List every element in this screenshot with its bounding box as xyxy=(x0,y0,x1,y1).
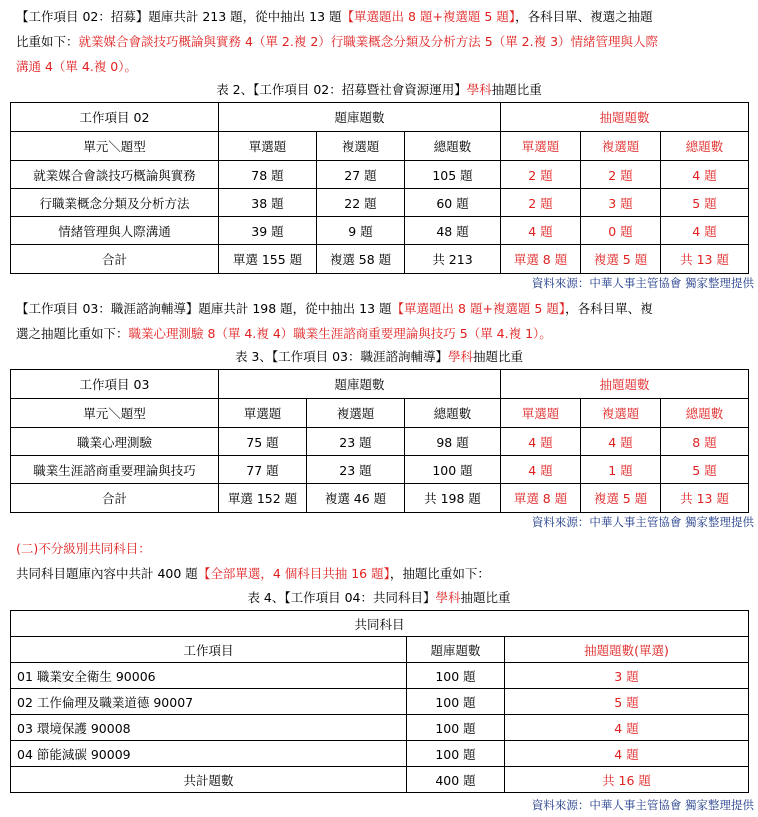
table2-h-item: 工作項目 02 xyxy=(11,103,219,132)
table3 xyxy=(10,369,749,513)
table4-h-common: 共同科目 xyxy=(11,611,749,637)
table2-h-draw-multi: 複選題 xyxy=(581,132,661,161)
section03-line2: 選之抽題比重如下：職業心理測驗 8（單 4.複 4）職業生涯諮商重要理論與技巧 5（單 4.複 1）。 xyxy=(16,326,552,341)
common-heading: (二)不分級別共同科目： xyxy=(16,541,151,556)
table2-h-single: 單選題 xyxy=(219,132,317,161)
table2-source: 資料來源：中華人事主管協會 獨家整理提供 xyxy=(531,276,754,290)
table3-sum-row: 合計 單選 152 題 複選 46 題 共 198 題 單選 8 題 複選 5 題 共 13 題 xyxy=(11,484,749,513)
table3-h-draw: 抽題題數 xyxy=(501,370,749,399)
table4-h-item: 工作項目 xyxy=(11,637,407,663)
table4 xyxy=(10,610,749,793)
section03-paragraph xyxy=(16,296,746,346)
common-line: 共同科目題庫內容中共計 400 題【全部單選，4 個科目共抽 16 題】，抽題比重如下： xyxy=(16,566,490,581)
table3-source: 資料來源：中華人事主管協會 獨家整理提供 xyxy=(531,515,754,529)
table2-h-draw-single: 單選題 xyxy=(501,132,581,161)
table2-h-unit: 單元＼題型 xyxy=(11,132,219,161)
table3-h-item: 工作項目 03 xyxy=(11,370,219,399)
table-row: 03 環境保護 90008 100 題 4 題 xyxy=(11,715,749,741)
table2-h-total: 總題數 xyxy=(405,132,501,161)
table2 xyxy=(10,102,749,274)
table2-caption: 表 2、【工作項目 02：招募暨社會資源運用】學科抽題比重 xyxy=(216,82,542,97)
table4-sum-row: 共計題數 400 題 共 16 題 xyxy=(11,767,749,793)
table-row: 行職業概念分類及分析方法 38 題 22 題 60 題 2 題 3 題 5 題 xyxy=(11,189,749,217)
table-row: 職業生涯諮商重要理論與技巧 77 題 23 題 100 題 4 題 1 題 5 題 xyxy=(11,456,749,484)
table3-h-bank: 題庫題數 xyxy=(219,370,501,399)
table-row: 職業心理測驗 75 題 23 題 98 題 4 題 4 題 8 題 xyxy=(11,428,749,456)
table2-h-bank: 題庫題數 xyxy=(219,103,501,132)
section02-line3: 溝通 4（單 4.複 0）。 xyxy=(16,59,138,74)
table-row: 04 節能減碳 90009 100 題 4 題 xyxy=(11,741,749,767)
table2-h-draw-total: 總題數 xyxy=(661,132,749,161)
table4-h-bank: 題庫題數 xyxy=(407,637,505,663)
common-paragraph xyxy=(16,536,746,586)
table-row: 02 工作倫理及職業道德 90007 100 題 5 題 xyxy=(11,689,749,715)
table3-header-row2: 單元＼題型 單選題 複選題 總題數 單選題 複選題 總題數 xyxy=(11,399,749,428)
table2-h-draw: 抽題題數 xyxy=(501,103,749,132)
section02-line1: 【工作項目 02：招募】題庫共計 213 題，從中抽出 13 題【單選題出 8 題+複選題 5 題】，各科目單、複選之抽題 xyxy=(16,9,653,24)
table2-header-row1 xyxy=(11,103,749,132)
table4-header-row2 xyxy=(11,637,749,663)
section02-paragraph xyxy=(16,4,746,79)
section02-line2: 比重如下：就業媒合會談技巧概論與實務 4（單 2.複 2）行職業概念分類及分析方法 5（單 2.複 3）情緒管理與人際 xyxy=(16,34,659,49)
table2-sum-row: 合計 單選 155 題 複選 58 題 共 213 單選 8 題 複選 5 題 共 13 題 xyxy=(11,245,749,274)
table4-h-draw: 抽題題數(單選) xyxy=(505,637,749,663)
section03-line1: 【工作項目 03：職涯諮詢輔導】題庫共計 198 題，從中抽出 13 題【單選題出 8 題+複選題 5 題】，各科目單、複 xyxy=(16,301,653,316)
table3-caption: 表 3、【工作項目 03：職涯諮詢輔導】學科抽題比重 xyxy=(234,349,524,364)
table2-header-row2 xyxy=(11,132,749,161)
table4-source: 資料來源：中華人事主管協會 獨家整理提供 xyxy=(531,798,754,812)
table4-caption: 表 4、【工作項目 04：共同科目】學科抽題比重 xyxy=(247,590,511,605)
table3-header-row1 xyxy=(11,370,749,399)
table-row: 情緒管理與人際溝通 39 題 9 題 48 題 4 題 0 題 4 題 xyxy=(11,217,749,245)
table2-h-multi: 複選題 xyxy=(317,132,405,161)
table-row: 就業媒合會談技巧概論與實務 78 題 27 題 105 題 2 題 2 題 4 題 xyxy=(11,161,749,189)
table-row: 01 職業安全衛生 90006 100 題 3 題 xyxy=(11,663,749,689)
table4-header-row1 xyxy=(11,611,749,637)
